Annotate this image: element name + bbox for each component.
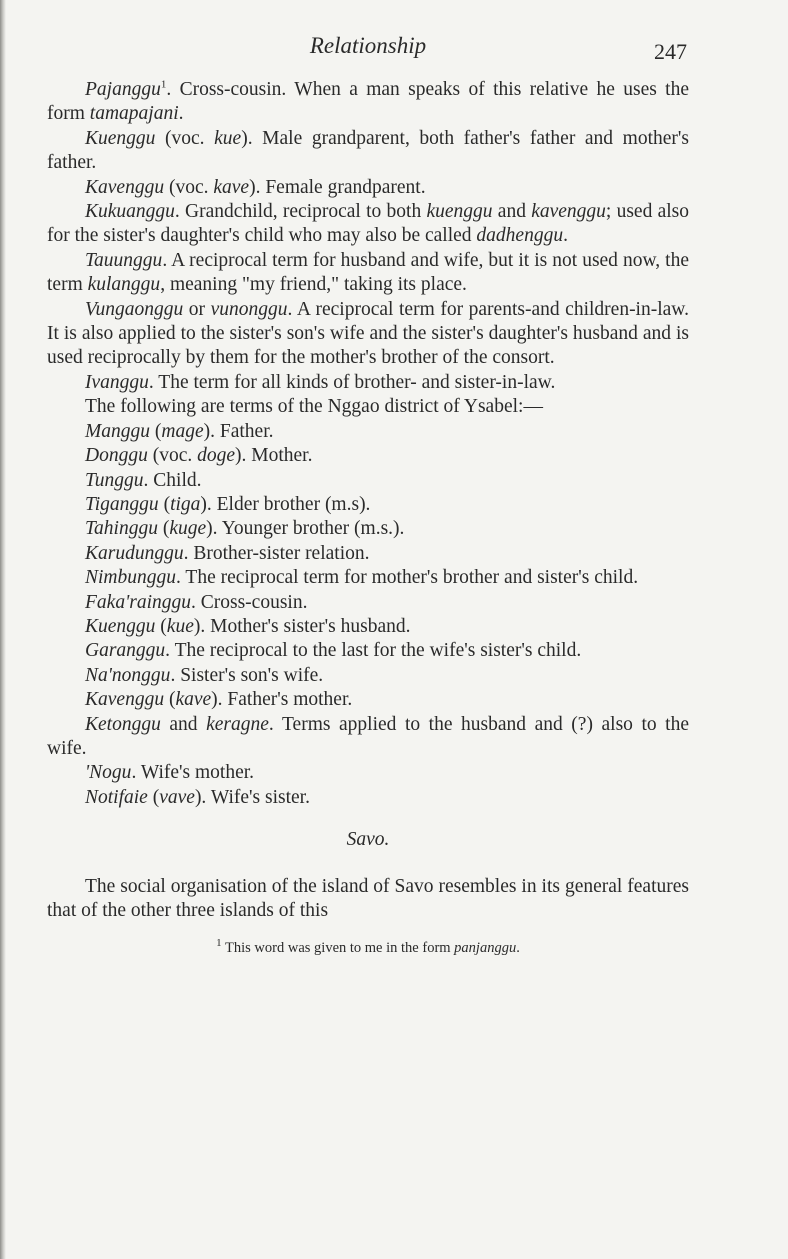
kinship-terms-list [47,78,689,810]
footnote-marker: 1 [160,78,167,91]
section-title-savo: Savo. [346,829,390,851]
entry-tiganggu: Tiganggu (tiga). Elder brother (m.s). [85,493,371,515]
entry-nimbunggu: Nimbunggu. The reciprocal term for mother's brother and sister's child. [85,567,639,589]
entry-garanggu: Garanggu. The reciprocal to the last for the wife's sister's child. [85,640,582,662]
entry-kuenggu: Kuenggu (voc. kue). Male grandparent, both father's father and mother's father. [47,127,689,174]
running-title: Relationship [309,33,427,58]
entry-kukuanggu: Kukuanggu. Grandchild, reciprocal to both kuenggu and kavenggu; used also for the sister's daughter's child who may also be called dadhenggu. [47,201,690,247]
entry-tunggu: Tunggu. Child. [85,469,202,491]
nggao-intro: The following are terms of the Nggao district of Ysabel:— [85,396,543,418]
entry-kavenggu: Kavenggu (voc. kave). Female grandparent. [85,176,426,198]
book-page [47,30,689,957]
entry-ivanggu: Ivanggu. The term for all kinds of brother- and sister-in-law. [85,371,556,393]
entry-kavenggu-nggao: Kavenggu (kave). Father's mother. [85,689,353,711]
footnote: $^1$ This word was given to me in the form panjanggu. [216,937,520,957]
savo-paragraph: The social organisation of the island of Savo resembles in its general features that of the other three islands of this [47,875,689,921]
page-binding-edge [0,0,6,1259]
entry-tahinggu: Tahinggu (kuge). Younger brother (m.s.). [85,518,405,540]
entry-vungaonggu: Vungaonggu or vunonggu. A reciprocal term for parents-and children-in-law. It is also applied to the sister's son's wife and the sister's daughter's husband and is used reciprocally by them for the mother's brother of the consort. [47,298,689,369]
entry-nanonggu: Na'nonggu. Sister's son's wife. [85,664,324,686]
footnote-marker-bottom: 1 [216,937,222,950]
entry-fakarainggu: Faka'rainggu. Cross-cousin. [85,591,308,613]
entry-manggu: Manggu (mage). Father. [85,420,274,442]
entry-donggu: Donggu (voc. doge). Mother. [85,445,313,467]
entry-tauunggu: Tauunggu. A reciprocal term for husband and wife, but it is not used now, the term kulanggu, meaning "my friend," taking its place. [47,249,689,296]
entry-ketonggu: Ketonggu and keragne. Terms applied to the husband and (?) also to the wife. [47,713,689,759]
page-header [47,30,689,70]
entry-kuenggu-nggao: Kuenggu (kue). Mother's sister's husband. [85,615,411,637]
entry-pajanggu: Pajanggu$^1$. Cross-cousin. When a man speaks of this relative he uses the form tamapajani. [47,78,689,125]
entry-notifaie: Notifaie (vave). Wife's sister. [85,786,310,808]
entry-karudunggu: Karudunggu. Brother-sister relation. [85,542,370,564]
page-number: 247 [654,39,687,64]
entry-nogu: 'Nogu. Wife's mother. [85,762,255,784]
